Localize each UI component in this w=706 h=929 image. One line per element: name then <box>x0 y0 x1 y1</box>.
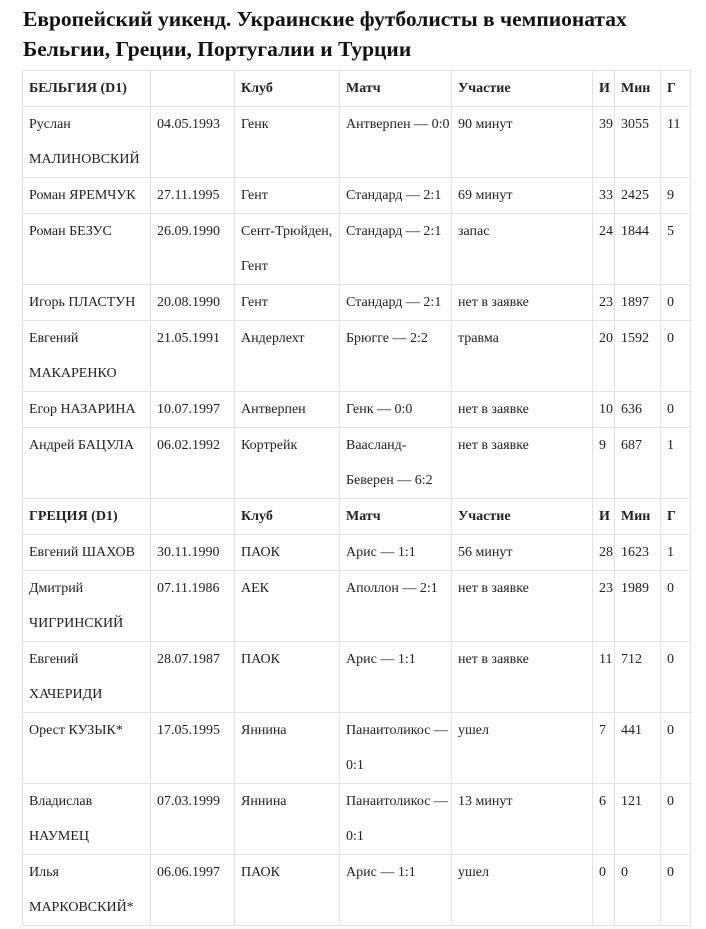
player-minutes: 712 <box>615 642 661 713</box>
player-goals: 0 <box>661 571 691 642</box>
player-minutes: 441 <box>615 713 661 784</box>
player-minutes: 121 <box>615 784 661 855</box>
player-goals: 0 <box>661 321 691 392</box>
player-row <box>23 855 691 926</box>
player-name: Андрей БАЦУЛА <box>23 428 151 499</box>
player-games: 23 <box>593 571 615 642</box>
player-row <box>23 535 691 571</box>
player-row <box>23 285 691 321</box>
player-match: Арис — 1:1 <box>340 535 452 571</box>
player-club: Сент-Трюйден, Гент <box>235 214 340 285</box>
player-games: 28 <box>593 535 615 571</box>
player-match: Стандард — 2:1 <box>340 214 452 285</box>
section-header-row <box>23 71 691 107</box>
player-club: АЕК <box>235 571 340 642</box>
player-name: Егор НАЗАРИНА <box>23 392 151 428</box>
player-club: ПАОК <box>235 535 340 571</box>
player-goals: 5 <box>661 214 691 285</box>
player-name: Илья МАРКОВСКИЙ* <box>23 855 151 926</box>
player-games: 39 <box>593 107 615 178</box>
player-row <box>23 107 691 178</box>
player-participation: нет в заявке <box>452 642 593 713</box>
player-match: Ваасланд-Беверен — 6:2 <box>340 428 452 499</box>
player-participation: 13 минут <box>452 784 593 855</box>
player-birthdate: 26.09.1990 <box>151 214 235 285</box>
player-name: Роман БЕЗУС <box>23 214 151 285</box>
player-birthdate: 28.07.1987 <box>151 642 235 713</box>
player-row <box>23 321 691 392</box>
player-club: Яннина <box>235 713 340 784</box>
player-name: Дмитрий ЧИГРИНСКИЙ <box>23 571 151 642</box>
player-participation: нет в заявке <box>452 392 593 428</box>
player-name: Игорь ПЛАСТУН <box>23 285 151 321</box>
player-minutes: 687 <box>615 428 661 499</box>
player-minutes: 636 <box>615 392 661 428</box>
player-goals: 0 <box>661 713 691 784</box>
player-name: Евгений МАКАРЕНКО <box>23 321 151 392</box>
player-match: Брюгге — 2:2 <box>340 321 452 392</box>
player-match: Арис — 1:1 <box>340 642 452 713</box>
column-header-goals: Г <box>661 71 691 107</box>
section-title: ГРЕЦИЯ (D1) <box>23 499 151 535</box>
player-minutes: 3055 <box>615 107 661 178</box>
player-games: 11 <box>593 642 615 713</box>
player-goals: 11 <box>661 107 691 178</box>
player-club: Яннина <box>235 784 340 855</box>
player-participation: 90 минут <box>452 107 593 178</box>
player-games: 23 <box>593 285 615 321</box>
player-birthdate: 27.11.1995 <box>151 178 235 214</box>
player-minutes: 1897 <box>615 285 661 321</box>
column-header-goals: Г <box>661 499 691 535</box>
player-participation: нет в заявке <box>452 428 593 499</box>
player-minutes: 1844 <box>615 214 661 285</box>
column-header-games: И <box>593 499 615 535</box>
player-minutes: 1592 <box>615 321 661 392</box>
column-header-participation: Участие <box>452 499 593 535</box>
player-row <box>23 642 691 713</box>
stats-table-body <box>23 71 691 926</box>
player-participation: 56 минут <box>452 535 593 571</box>
player-goals: 0 <box>661 784 691 855</box>
player-name: Руслан МАЛИНОВСКИЙ <box>23 107 151 178</box>
player-participation: ушел <box>452 713 593 784</box>
column-header-games: И <box>593 71 615 107</box>
player-participation: нет в заявке <box>452 285 593 321</box>
column-header-minutes: Мин <box>615 499 661 535</box>
player-match: Панаитоликос — 0:1 <box>340 713 452 784</box>
section-title: БЕЛЬГИЯ (D1) <box>23 71 151 107</box>
player-goals: 0 <box>661 642 691 713</box>
column-header-club: Клуб <box>235 71 340 107</box>
player-goals: 1 <box>661 428 691 499</box>
player-birthdate: 06.02.1992 <box>151 428 235 499</box>
column-header-match: Матч <box>340 499 452 535</box>
player-name: Евгений ХАЧЕРИДИ <box>23 642 151 713</box>
player-birthdate: 17.05.1995 <box>151 713 235 784</box>
player-birthdate: 10.07.1997 <box>151 392 235 428</box>
player-club: Гент <box>235 178 340 214</box>
player-games: 6 <box>593 784 615 855</box>
player-row <box>23 713 691 784</box>
player-birthdate: 21.05.1991 <box>151 321 235 392</box>
player-club: ПАОК <box>235 642 340 713</box>
player-row <box>23 571 691 642</box>
player-goals: 1 <box>661 535 691 571</box>
column-header-club: Клуб <box>235 499 340 535</box>
player-participation: травма <box>452 321 593 392</box>
player-birthdate: 04.05.1993 <box>151 107 235 178</box>
player-name: Владислав НАУМЕЦ <box>23 784 151 855</box>
player-birthdate: 07.11.1986 <box>151 571 235 642</box>
player-club: Антверпен <box>235 392 340 428</box>
player-club: Кортрейк <box>235 428 340 499</box>
player-participation: ушел <box>452 855 593 926</box>
player-games: 33 <box>593 178 615 214</box>
player-row <box>23 784 691 855</box>
player-games: 0 <box>593 855 615 926</box>
player-match: Стандард — 2:1 <box>340 178 452 214</box>
column-header-participation: Участие <box>452 71 593 107</box>
player-participation: нет в заявке <box>452 571 593 642</box>
player-match: Арис — 1:1 <box>340 855 452 926</box>
player-match: Генк — 0:0 <box>340 392 452 428</box>
player-birthdate: 30.11.1990 <box>151 535 235 571</box>
player-games: 24 <box>593 214 615 285</box>
player-goals: 0 <box>661 392 691 428</box>
section-header-row <box>23 499 691 535</box>
player-games: 9 <box>593 428 615 499</box>
player-birthdate: 07.03.1999 <box>151 784 235 855</box>
player-birthdate: 06.06.1997 <box>151 855 235 926</box>
column-header-minutes: Мин <box>615 71 661 107</box>
player-name: Роман ЯРЕМЧУК <box>23 178 151 214</box>
player-minutes: 1989 <box>615 571 661 642</box>
player-participation: 69 минут <box>452 178 593 214</box>
header-empty-cell <box>151 499 235 535</box>
player-goals: 0 <box>661 285 691 321</box>
player-club: Гент <box>235 285 340 321</box>
player-club: ПАОК <box>235 855 340 926</box>
player-club: Генк <box>235 107 340 178</box>
player-games: 7 <box>593 713 615 784</box>
column-header-match: Матч <box>340 71 452 107</box>
player-birthdate: 20.08.1990 <box>151 285 235 321</box>
header-empty-cell <box>151 71 235 107</box>
player-goals: 9 <box>661 178 691 214</box>
player-match: Аполлон — 2:1 <box>340 571 452 642</box>
player-minutes: 1623 <box>615 535 661 571</box>
player-games: 10 <box>593 392 615 428</box>
player-club: Андерлехт <box>235 321 340 392</box>
player-match: Панаитоликос — 0:1 <box>340 784 452 855</box>
player-match: Антверпен — 0:0 <box>340 107 452 178</box>
player-minutes: 2425 <box>615 178 661 214</box>
player-minutes: 0 <box>615 855 661 926</box>
players-stats-table <box>22 70 691 926</box>
player-row <box>23 214 691 285</box>
player-goals: 0 <box>661 855 691 926</box>
player-row <box>23 178 691 214</box>
player-games: 20 <box>593 321 615 392</box>
player-row <box>23 392 691 428</box>
player-name: Орест КУЗЫК* <box>23 713 151 784</box>
player-name: Евгений ШАХОВ <box>23 535 151 571</box>
player-row <box>23 428 691 499</box>
article-title: Европейский уикенд. Украинские футболисты в чемпионатах Бельгии, Греции, Португалии и Турции <box>23 7 627 61</box>
player-match: Стандард — 2:1 <box>340 285 452 321</box>
player-participation: запас <box>452 214 593 285</box>
